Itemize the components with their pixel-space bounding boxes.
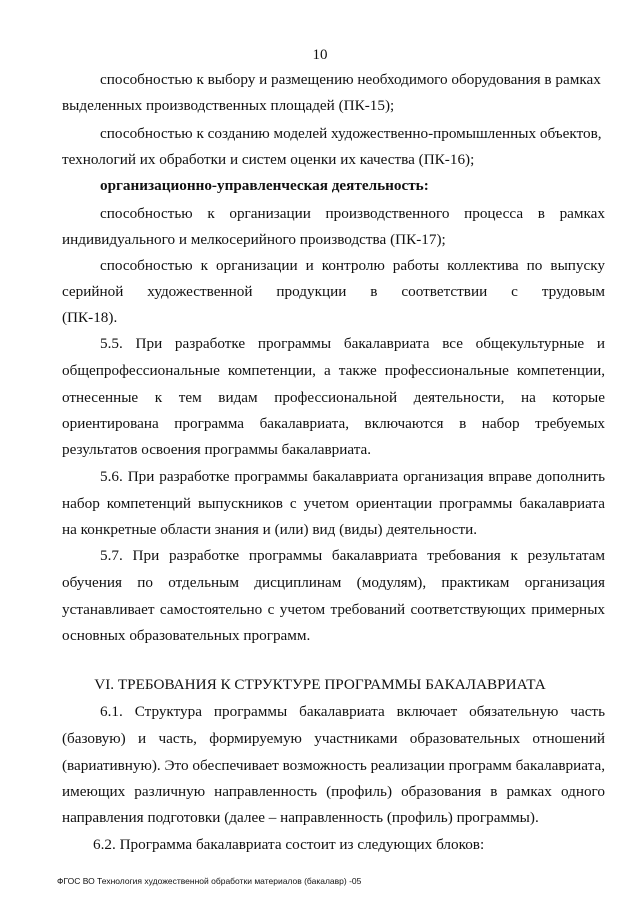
text-line: способностью к организации и контролю работы коллектива по выпуску xyxy=(100,257,605,274)
text-line: технологий их обработки и систем оценки их качества (ПК-16); xyxy=(62,151,475,168)
section-heading: VI. ТРЕБОВАНИЯ К СТРУКТУРЕ ПРОГРАММЫ БАКАЛАВРИАТА xyxy=(94,676,546,693)
text-line: ориентирована программа бакалавриата, включаются в набор требуемых xyxy=(62,415,605,432)
text-line: набор компетенций выпускников с учетом ориентации программы бакалавриата xyxy=(62,495,605,512)
text-line: направления подготовки (далее – направленность (профиль) программы). xyxy=(62,809,539,826)
text-line: 6.1. Структура программы бакалавриата включает обязательную часть xyxy=(100,703,605,720)
text-line: индивидуального и мелкосерийного производства (ПК-17); xyxy=(62,231,446,248)
text-line: устанавливает самостоятельно с учетом требований соответствующих примерных xyxy=(62,601,605,618)
text-line: обучения по отдельным дисциплинам (модулям), практикам организация xyxy=(62,574,605,591)
document-footer: ФГОС ВО Технология художественной обработки материалов (бакалавр) -05 xyxy=(57,876,362,886)
subsection-title: организационно-управленческая деятельность: xyxy=(100,177,429,194)
text-line: выделенных производственных площадей (ПК-15); xyxy=(62,97,395,114)
text-line: 5.6. При разработке программы бакалавриата организация вправе дополнить xyxy=(100,468,605,485)
text-line: способностью к созданию моделей художественно-промышленных объектов, xyxy=(100,125,602,142)
text-line: имеющих различную направленность (профиль) образования в рамках одного xyxy=(62,783,605,800)
text-line: (вариативную). Это обеспечивает возможность реализации программ бакалавриата, xyxy=(62,757,605,774)
text-line: результатов освоения программы бакалавриата. xyxy=(62,441,372,458)
text-line: способностью к организации производственного процесса в рамках xyxy=(100,205,605,222)
text-line: способностью к выбору и размещению необходимого оборудования в рамках xyxy=(100,71,601,88)
text-line: основных образовательных программ. xyxy=(62,627,311,644)
text-line: 6.2. Программа бакалавриата состоит из следующих блоков: xyxy=(93,836,485,853)
text-line: серийной художественной продукции в соответствии с трудовым xyxy=(62,283,605,300)
text-line: 5.5. При разработке программы бакалавриата все общекультурные и xyxy=(100,335,605,352)
text-line: отнесенные к тем видам профессиональной деятельности, на которые xyxy=(62,389,605,406)
text-line: (ПК-18). xyxy=(62,309,118,326)
text-line: на конкретные области знания и (или) вид (виды) деятельности. xyxy=(62,521,478,538)
text-line: (базовую) и часть, формируемую участниками образовательных отношений xyxy=(62,730,605,747)
text-line: 5.7. При разработке программы бакалавриата требования к результатам xyxy=(100,547,605,564)
text-line: общепрофессиональные компетенции, а также профессиональные компетенции, xyxy=(62,362,605,379)
page-number: 10 xyxy=(312,47,328,63)
